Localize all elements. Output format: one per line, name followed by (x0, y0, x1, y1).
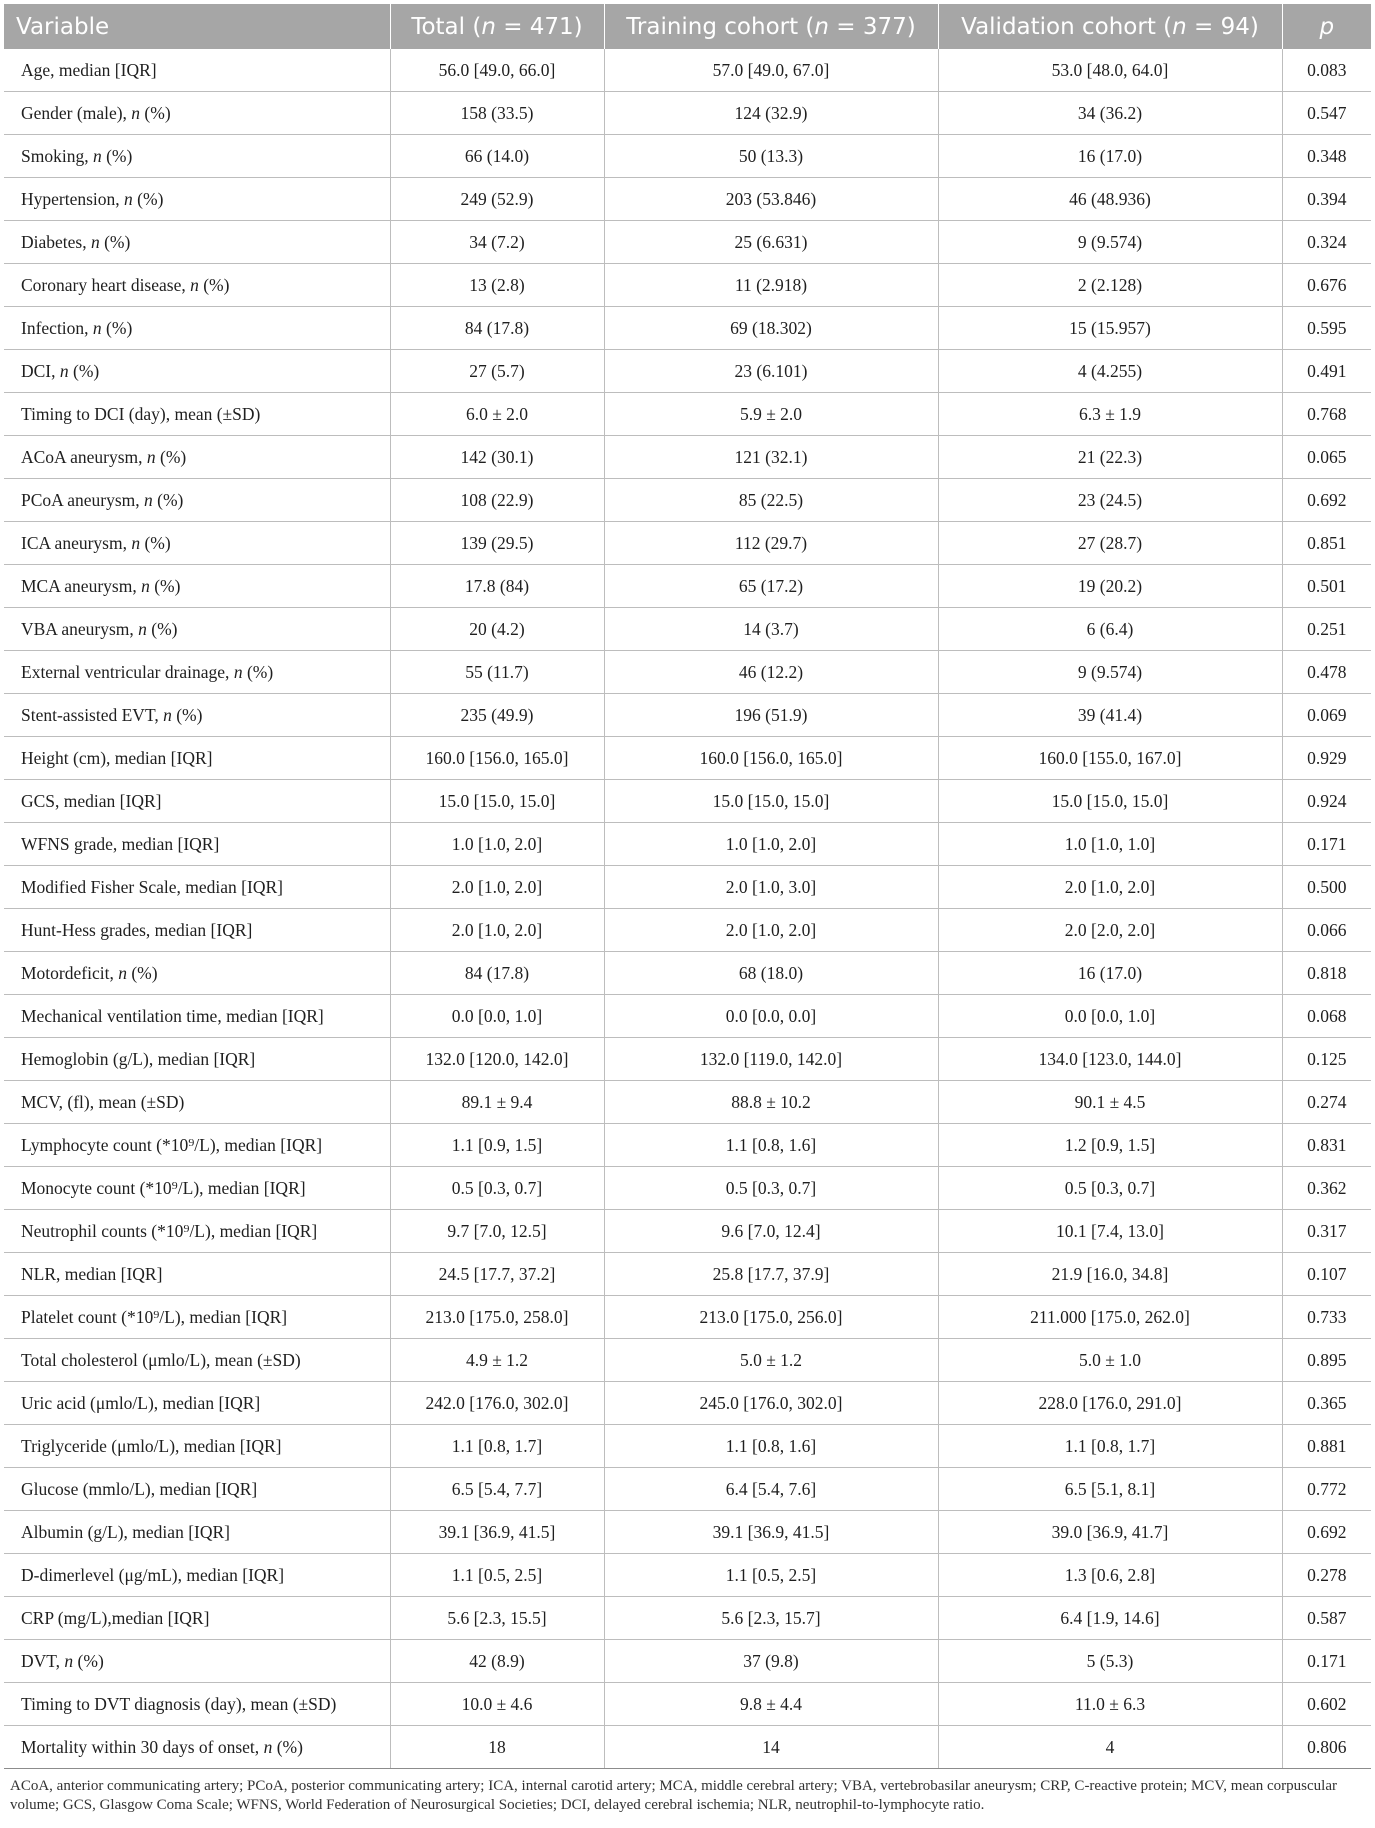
variable-cell: ACoA aneurysm, n (%) (4, 436, 390, 479)
value-cell: 17.8 (84) (390, 565, 604, 608)
value-cell: 0.881 (1282, 1425, 1371, 1468)
variable-cell: Diabetes, n (%) (4, 221, 390, 264)
variable-cell: DVT, n (%) (4, 1640, 390, 1683)
table-row (4, 909, 1371, 952)
value-cell: 0.692 (1282, 1511, 1371, 1554)
value-cell: 6.5 [5.1, 8.1] (938, 1468, 1282, 1511)
table-row (4, 135, 1371, 178)
variable-cell: Age, median [IQR] (4, 49, 390, 92)
value-cell: 0.083 (1282, 49, 1371, 92)
value-cell: 16 (17.0) (938, 952, 1282, 995)
value-cell: 24.5 [17.7, 37.2] (390, 1253, 604, 1296)
value-cell: 158 (33.5) (390, 92, 604, 135)
value-cell: 112 (29.7) (604, 522, 938, 565)
value-cell: 1.0 [1.0, 1.0] (938, 823, 1282, 866)
value-cell: 46 (12.2) (604, 651, 938, 694)
value-cell: 242.0 [176.0, 302.0] (390, 1382, 604, 1425)
value-cell: 6.5 [5.4, 7.7] (390, 1468, 604, 1511)
value-cell: 56.0 [49.0, 66.0] (390, 49, 604, 92)
table-row (4, 694, 1371, 737)
value-cell: 0.851 (1282, 522, 1371, 565)
value-cell: 0.733 (1282, 1296, 1371, 1339)
variable-cell: Gender (male), n (%) (4, 92, 390, 135)
variable-cell: Hypertension, n (%) (4, 178, 390, 221)
value-cell: 9.8 ± 4.4 (604, 1683, 938, 1726)
table-row (4, 995, 1371, 1038)
value-cell: 0.394 (1282, 178, 1371, 221)
table-footnote: ACoA, anterior communicating artery; PCoA, posterior communicating artery; ICA, internal carotid artery; MCA, middle cerebral artery; VBA, vertebrobasilar aneurysm; CRP, C-reactive protein; MCV, mean corpuscular volume; GCS, Glasgow Coma Scale; WFNS, World Federation of Neurosurgical Societies; DCI, delayed cerebral ischemia; NLR, neutrophil-to-lymphocyte ratio. (10, 1778, 1337, 1814)
value-cell: 6.0 ± 2.0 (390, 393, 604, 436)
value-cell: 0.478 (1282, 651, 1371, 694)
value-cell: 9 (9.574) (938, 651, 1282, 694)
variable-cell: Motordeficit, n (%) (4, 952, 390, 995)
value-cell: 0.0 [0.0, 0.0] (604, 995, 938, 1038)
value-cell: 0.5 [0.3, 0.7] (604, 1167, 938, 1210)
value-cell: 1.2 [0.9, 1.5] (938, 1124, 1282, 1167)
value-cell: 88.8 ± 10.2 (604, 1081, 938, 1124)
value-cell: 90.1 ± 4.5 (938, 1081, 1282, 1124)
table-row (4, 1683, 1371, 1726)
variable-cell: Smoking, n (%) (4, 135, 390, 178)
value-cell: 15 (15.957) (938, 307, 1282, 350)
table-row (4, 221, 1371, 264)
value-cell: 34 (7.2) (390, 221, 604, 264)
value-cell: 1.1 [0.8, 1.6] (604, 1425, 938, 1468)
table-row (4, 1038, 1371, 1081)
value-cell: 39.0 [36.9, 41.7] (938, 1511, 1282, 1554)
value-cell: 213.0 [175.0, 258.0] (390, 1296, 604, 1339)
table-row (4, 350, 1371, 393)
value-cell: 203 (53.846) (604, 178, 938, 221)
variable-cell: Hemoglobin (g/L), median [IQR] (4, 1038, 390, 1081)
table-row (4, 651, 1371, 694)
value-cell: 37 (9.8) (604, 1640, 938, 1683)
variable-cell: NLR, median [IQR] (4, 1253, 390, 1296)
table-row (4, 436, 1371, 479)
variable-cell: External ventricular drainage, n (%) (4, 651, 390, 694)
value-cell: 4 (4.255) (938, 350, 1282, 393)
value-cell: 235 (49.9) (390, 694, 604, 737)
value-cell: 39 (41.4) (938, 694, 1282, 737)
table-row (4, 608, 1371, 651)
value-cell: 0.491 (1282, 350, 1371, 393)
variable-cell: Mechanical ventilation time, median [IQR] (4, 995, 390, 1038)
variable-cell: Timing to DVT diagnosis (day), mean (±SD) (4, 1683, 390, 1726)
value-cell: 6 (6.4) (938, 608, 1282, 651)
value-cell: 0.348 (1282, 135, 1371, 178)
value-cell: 1.0 [1.0, 2.0] (390, 823, 604, 866)
value-cell: 10.0 ± 4.6 (390, 1683, 604, 1726)
value-cell: 84 (17.8) (390, 952, 604, 995)
value-cell: 160.0 [155.0, 167.0] (938, 737, 1282, 780)
value-cell: 57.0 [49.0, 67.0] (604, 49, 938, 92)
variable-cell: Infection, n (%) (4, 307, 390, 350)
value-cell: 5.6 [2.3, 15.5] (390, 1597, 604, 1640)
value-cell: 0.772 (1282, 1468, 1371, 1511)
value-cell: 19 (20.2) (938, 565, 1282, 608)
value-cell: 11 (2.918) (604, 264, 938, 307)
value-cell: 1.1 [0.8, 1.7] (938, 1425, 1282, 1468)
value-cell: 0.362 (1282, 1167, 1371, 1210)
table-row (4, 1597, 1371, 1640)
value-cell: 121 (32.1) (604, 436, 938, 479)
value-cell: 0.278 (1282, 1554, 1371, 1597)
variable-cell: DCI, n (%) (4, 350, 390, 393)
table-row (4, 565, 1371, 608)
value-cell: 1.3 [0.6, 2.8] (938, 1554, 1282, 1597)
value-cell: 14 (3.7) (604, 608, 938, 651)
value-cell: 55 (11.7) (390, 651, 604, 694)
variable-cell: Stent-assisted EVT, n (%) (4, 694, 390, 737)
table-body (4, 49, 1371, 1769)
value-cell: 84 (17.8) (390, 307, 604, 350)
value-cell: 15.0 [15.0, 15.0] (938, 780, 1282, 823)
column-header: Validation cohort (n = 94) (938, 4, 1282, 49)
value-cell: 4.9 ± 1.2 (390, 1339, 604, 1382)
value-cell: 2.0 [2.0, 2.0] (938, 909, 1282, 952)
value-cell: 42 (8.9) (390, 1640, 604, 1683)
value-cell: 0.251 (1282, 608, 1371, 651)
value-cell: 50 (13.3) (604, 135, 938, 178)
value-cell: 0.365 (1282, 1382, 1371, 1425)
value-cell: 139 (29.5) (390, 522, 604, 565)
value-cell: 132.0 [119.0, 142.0] (604, 1038, 938, 1081)
table-row (4, 1296, 1371, 1339)
value-cell: 0.501 (1282, 565, 1371, 608)
value-cell: 211.000 [175.0, 262.0] (938, 1296, 1282, 1339)
value-cell: 1.1 [0.5, 2.5] (604, 1554, 938, 1597)
value-cell: 2.0 [1.0, 2.0] (604, 909, 938, 952)
value-cell: 0.831 (1282, 1124, 1371, 1167)
value-cell: 15.0 [15.0, 15.0] (604, 780, 938, 823)
value-cell: 0.107 (1282, 1253, 1371, 1296)
value-cell: 66 (14.0) (390, 135, 604, 178)
value-cell: 142 (30.1) (390, 436, 604, 479)
value-cell: 69 (18.302) (604, 307, 938, 350)
value-cell: 160.0 [156.0, 165.0] (390, 737, 604, 780)
column-header: Variable (4, 4, 390, 49)
variable-cell: MCV, (fl), mean (±SD) (4, 1081, 390, 1124)
value-cell: 5.0 ± 1.2 (604, 1339, 938, 1382)
value-cell: 18 (390, 1726, 604, 1769)
value-cell: 0.324 (1282, 221, 1371, 264)
table-row (4, 1640, 1371, 1683)
variable-cell: Coronary heart disease, n (%) (4, 264, 390, 307)
value-cell: 5.6 [2.3, 15.7] (604, 1597, 938, 1640)
value-cell: 0.818 (1282, 952, 1371, 995)
column-header: Total (n = 471) (390, 4, 604, 49)
value-cell: 124 (32.9) (604, 92, 938, 135)
value-cell: 6.4 [5.4, 7.6] (604, 1468, 938, 1511)
variable-cell: PCoA aneurysm, n (%) (4, 479, 390, 522)
value-cell: 196 (51.9) (604, 694, 938, 737)
value-cell: 5.9 ± 2.0 (604, 393, 938, 436)
value-cell: 0.547 (1282, 92, 1371, 135)
value-cell: 2.0 [1.0, 2.0] (390, 866, 604, 909)
value-cell: 53.0 [48.0, 64.0] (938, 49, 1282, 92)
value-cell: 25.8 [17.7, 37.9] (604, 1253, 938, 1296)
value-cell: 1.1 [0.9, 1.5] (390, 1124, 604, 1167)
table-row (4, 522, 1371, 565)
value-cell: 0.602 (1282, 1683, 1371, 1726)
variable-cell: Lymphocyte count (*10⁹/L), median [IQR] (4, 1124, 390, 1167)
table-header (4, 4, 1371, 49)
value-cell: 2.0 [1.0, 2.0] (390, 909, 604, 952)
value-cell: 0.806 (1282, 1726, 1371, 1769)
variable-cell: D-dimerlevel (μg/mL), median [IQR] (4, 1554, 390, 1597)
table-row (4, 1167, 1371, 1210)
value-cell: 23 (24.5) (938, 479, 1282, 522)
value-cell: 0.929 (1282, 737, 1371, 780)
value-cell: 0.171 (1282, 823, 1371, 866)
column-header: p (1282, 4, 1371, 49)
value-cell: 34 (36.2) (938, 92, 1282, 135)
value-cell: 0.895 (1282, 1339, 1371, 1382)
table-row (4, 1554, 1371, 1597)
table-row (4, 823, 1371, 866)
value-cell: 89.1 ± 9.4 (390, 1081, 604, 1124)
variable-cell: Uric acid (μmlo/L), median [IQR] (4, 1382, 390, 1425)
value-cell: 25 (6.631) (604, 221, 938, 264)
table-row (4, 1382, 1371, 1425)
table-row (4, 1339, 1371, 1382)
value-cell: 16 (17.0) (938, 135, 1282, 178)
value-cell: 65 (17.2) (604, 565, 938, 608)
header-row (4, 4, 1371, 49)
table-row (4, 952, 1371, 995)
variable-cell: GCS, median [IQR] (4, 780, 390, 823)
value-cell: 108 (22.9) (390, 479, 604, 522)
table-row (4, 178, 1371, 221)
table-row (4, 1511, 1371, 1554)
value-cell: 11.0 ± 6.3 (938, 1683, 1282, 1726)
variable-cell: Timing to DCI (day), mean (±SD) (4, 393, 390, 436)
value-cell: 0.0 [0.0, 1.0] (390, 995, 604, 1038)
value-cell: 21.9 [16.0, 34.8] (938, 1253, 1282, 1296)
value-cell: 39.1 [36.9, 41.5] (604, 1511, 938, 1554)
variable-cell: Albumin (g/L), median [IQR] (4, 1511, 390, 1554)
value-cell: 0.676 (1282, 264, 1371, 307)
variable-cell: Total cholesterol (μmlo/L), mean (±SD) (4, 1339, 390, 1382)
value-cell: 20 (4.2) (390, 608, 604, 651)
value-cell: 0.066 (1282, 909, 1371, 952)
variable-cell: ICA aneurysm, n (%) (4, 522, 390, 565)
variable-cell: Monocyte count (*10⁹/L), median [IQR] (4, 1167, 390, 1210)
table-row (4, 1253, 1371, 1296)
value-cell: 5.0 ± 1.0 (938, 1339, 1282, 1382)
value-cell: 2.0 [1.0, 2.0] (938, 866, 1282, 909)
value-cell: 213.0 [175.0, 256.0] (604, 1296, 938, 1339)
table-row (4, 307, 1371, 350)
value-cell: 0.5 [0.3, 0.7] (938, 1167, 1282, 1210)
variable-cell: Platelet count (*10⁹/L), median [IQR] (4, 1296, 390, 1339)
table-row (4, 479, 1371, 522)
value-cell: 245.0 [176.0, 302.0] (604, 1382, 938, 1425)
table-row (4, 1726, 1371, 1769)
table-row (4, 1124, 1371, 1167)
value-cell: 46 (48.936) (938, 178, 1282, 221)
value-cell: 27 (28.7) (938, 522, 1282, 565)
table-row (4, 1081, 1371, 1124)
value-cell: 228.0 [176.0, 291.0] (938, 1382, 1282, 1425)
value-cell: 68 (18.0) (604, 952, 938, 995)
table-row (4, 1468, 1371, 1511)
variable-cell: MCA aneurysm, n (%) (4, 565, 390, 608)
value-cell: 0.069 (1282, 694, 1371, 737)
table-row (4, 49, 1371, 92)
value-cell: 160.0 [156.0, 165.0] (604, 737, 938, 780)
value-cell: 21 (22.3) (938, 436, 1282, 479)
value-cell: 1.0 [1.0, 2.0] (604, 823, 938, 866)
value-cell: 4 (938, 1726, 1282, 1769)
value-cell: 0.274 (1282, 1081, 1371, 1124)
value-cell: 0.171 (1282, 1640, 1371, 1683)
value-cell: 6.4 [1.9, 14.6] (938, 1597, 1282, 1640)
table-row (4, 264, 1371, 307)
value-cell: 0.924 (1282, 780, 1371, 823)
variable-cell: Height (cm), median [IQR] (4, 737, 390, 780)
value-cell: 0.065 (1282, 436, 1371, 479)
value-cell: 6.3 ± 1.9 (938, 393, 1282, 436)
value-cell: 23 (6.101) (604, 350, 938, 393)
variable-cell: WFNS grade, median [IQR] (4, 823, 390, 866)
column-header: Training cohort (n = 377) (604, 4, 938, 49)
variable-cell: CRP (mg/L),median [IQR] (4, 1597, 390, 1640)
table-row (4, 1425, 1371, 1468)
variable-cell: Neutrophil counts (*10⁹/L), median [IQR] (4, 1210, 390, 1253)
value-cell: 1.1 [0.8, 1.6] (604, 1124, 938, 1167)
value-cell: 9.6 [7.0, 12.4] (604, 1210, 938, 1253)
value-cell: 0.595 (1282, 307, 1371, 350)
value-cell: 39.1 [36.9, 41.5] (390, 1511, 604, 1554)
table-row (4, 393, 1371, 436)
table-row (4, 866, 1371, 909)
value-cell: 249 (52.9) (390, 178, 604, 221)
value-cell: 132.0 [120.0, 142.0] (390, 1038, 604, 1081)
value-cell: 9.7 [7.0, 12.5] (390, 1210, 604, 1253)
variable-cell: Glucose (mmlo/L), median [IQR] (4, 1468, 390, 1511)
variable-cell: Triglyceride (μmlo/L), median [IQR] (4, 1425, 390, 1468)
value-cell: 1.1 [0.5, 2.5] (390, 1554, 604, 1597)
variable-cell: Modified Fisher Scale, median [IQR] (4, 866, 390, 909)
value-cell: 2 (2.128) (938, 264, 1282, 307)
value-cell: 5 (5.3) (938, 1640, 1282, 1683)
variable-cell: VBA aneurysm, n (%) (4, 608, 390, 651)
value-cell: 134.0 [123.0, 144.0] (938, 1038, 1282, 1081)
value-cell: 0.317 (1282, 1210, 1371, 1253)
value-cell: 2.0 [1.0, 3.0] (604, 866, 938, 909)
value-cell: 0.5 [0.3, 0.7] (390, 1167, 604, 1210)
value-cell: 14 (604, 1726, 938, 1769)
value-cell: 13 (2.8) (390, 264, 604, 307)
variable-cell: Hunt-Hess grades, median [IQR] (4, 909, 390, 952)
value-cell: 10.1 [7.4, 13.0] (938, 1210, 1282, 1253)
value-cell: 0.068 (1282, 995, 1371, 1038)
value-cell: 0.692 (1282, 479, 1371, 522)
value-cell: 15.0 [15.0, 15.0] (390, 780, 604, 823)
variable-cell: Mortality within 30 days of onset, n (%) (4, 1726, 390, 1769)
value-cell: 0.587 (1282, 1597, 1371, 1640)
value-cell: 0.768 (1282, 393, 1371, 436)
table-row (4, 737, 1371, 780)
table-row (4, 92, 1371, 135)
value-cell: 27 (5.7) (390, 350, 604, 393)
value-cell: 85 (22.5) (604, 479, 938, 522)
data-table (4, 4, 1371, 1769)
value-cell: 0.0 [0.0, 1.0] (938, 995, 1282, 1038)
table-row (4, 780, 1371, 823)
table-row (4, 1210, 1371, 1253)
value-cell: 9 (9.574) (938, 221, 1282, 264)
value-cell: 0.125 (1282, 1038, 1371, 1081)
value-cell: 0.500 (1282, 866, 1371, 909)
value-cell: 1.1 [0.8, 1.7] (390, 1425, 604, 1468)
